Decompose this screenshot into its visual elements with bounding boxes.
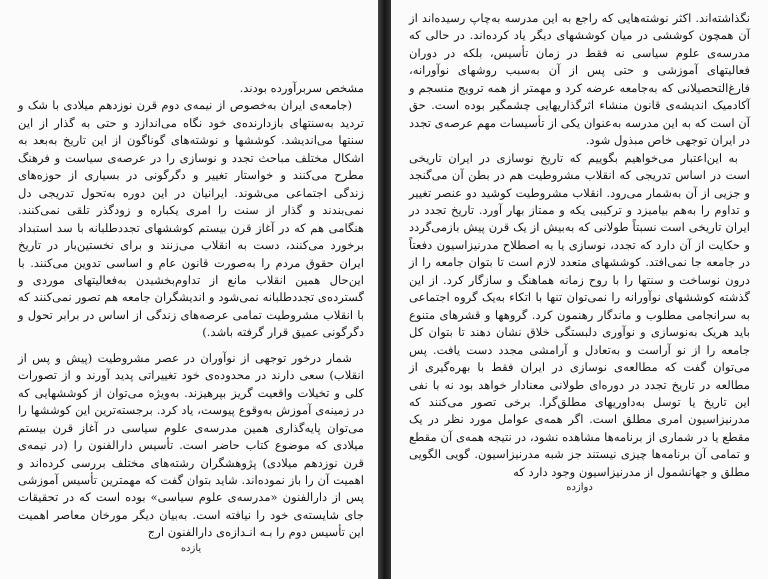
paragraph: به این‌اعتبار می‌خواهیم بگوییم که تاریخ نوسازی در ایران تاریخی است در اساس تدریجی که انقلاب مشروطیت هم در بطن آن می‌گنجد و جزیی از آن به‌شمار می‌رود. انقلاب مشروطیت کوشید دو عنصر تغییر و تداوم را به‌هم بیامیزد و ترکیبی یکه و ممتاز بهار آورد. تاریخ تجدد در ایران تاریخی است نسبتاً طولانی که به‌بیش از یک قرن پیش بازمی‌گردد و حکایت از آن دارد که تجدد، نوسازی یا به اصطلاح مدرنیزاسیون دفعتاً در جامعه جا نمی‌افتد. کوششهای متعدد لازم است تا بتوان جامعه را از درون نوساخت و سنتها را با روح زمانه هماهنگ و سازگار کرد. از این گذشته کوششهای نوآورانه را نمی‌توان تنها با اتکاء به‌یک گروه اجتماعی به سرانجامی مطلوب و ماندگار رهنمون کرد. گروهها و قشرهای متنوع باید هریک به‌نوسازی و نوآوری دلبستگی خلاق نشان دهند تا بتوان کل جامعه را از نو آراست و به‌تعادل و آرامشی مجدد دست یافت. پس می‌توان گفت که مطالعه‌ی نوسازی در ایران فقط با بهره‌گیری از مطالعه در تاریخ تجدد در دوره‌ای طولانی معنادار خواهد بود نه با نفی این تاریخ یا توسل به‌داوریهای مطلق‌گرا. برخی تصور می‌کنند که مدرنیزاسیون امری مطلق است. اگر همه‌ی عوامل مورد نظر در یک مقطع یا در شماری از برنامه‌ها مشاهده نشود، در نتیجه همه‌ی آن مقطع و تمامی آن برنامه‌ها چیزی نیستند جز شبه مدرنیزاسیون. گویی الگویی مطلق و جهانشمول از مدرنیزاسیون وجود دارد که — [409, 150, 750, 479]
page-number: دوازده — [566, 482, 593, 494]
right-page-text — [409, 10, 750, 481]
paragraph: (جامعه‌ی ایران به‌خصوص از نیمه‌ی دوم قرن نوزدهم میلادی با شک و تردید به‌سنتهای بازدارنده‌ی خود نگاه می‌اندازد و حتی به گذار از این سنتها می‌اندیشد. کوششها و نوشته‌های گوناگون از این تاریخ به‌بعد به اشکال مختلف مباحث تجدد و نوسازی را در عرصه‌ی سیاست و فرهنگ مطرح می‌کنند و خواستار تغییر و دگرگونی در بسیاری از حوزه‌های زندگی اجتماعی می‌شوند. ایرانیان در این دوره به‌تحول تدریجی دل نمی‌بندند و گذار از سنت را امری یکباره و زودگذر تلقی نمی‌کنند. هنگامی هم که در آغاز قرن بیستم کوششهای تجددطلبانه با سد استبداد برخورد می‌کنند، دست به انقلاب می‌زنند و برای نخستین‌بار در تاریخ ایران حقوق مردم را به‌صورت قانون عام و اساسی تدوین می‌کنند. با این‌حال همین انقلاب مانع از تداوم‌بخشیدن به‌فعالیتهای موردی و گسترده‌ی تجددطلبانه نمی‌شود و اندیشگران جامعه هم تصور نمی‌کنند که با انقلاب مشروطیت تمامی عرصه‌های زندگی از اساس در برابر تحول و دگرگونی عمیق قرار گرفته باشد.) — [18, 98, 364, 340]
paragraph: مشخص سربرآورده بودند. — [239, 81, 364, 95]
book-gutter — [378, 0, 391, 579]
paragraph: نگذاشته‌اند. اکثر نوشته‌هایی که راجع به این مدرسه به‌چاپ رسیده‌اند از آن همچون کوششی در میان کوششهای دیگر یاد کرده‌اند. در حالی که مدرسه‌ی علوم سیاسی نه فقط در زمان تأسیس، بلکه در دوران فعالیتهای آموزشی و حتی پس از آن به‌سبب روشهای نوآورانه، فارغ‌التحصیلانی که به‌جامعه عرضه کرد و مهمتر از همه ترویج منسجم و آکادمیک اندیشه‌ی قانون منشاء اثرگذاریهایی چشمگیر بوده است. حق آن است که به این مدرسه به‌عنوان یکی از تأسیسات مهم عرصه‌ی تجدد در ایران توجهی خاص مبذول شود. — [409, 11, 750, 148]
left-page — [0, 0, 378, 579]
right-page — [391, 0, 768, 579]
paragraph: شمار درخور توجهی از نوآوران در عصر مشروطیت (پیش و پس از انقلاب) سعی دارند در محدوده‌ی خود تغییراتی پدید آورند و از تصورات کلی و تخیلات واقعیت گریز بپرهیزند. به‌ویژه می‌توان از کوششهایی که در زمینه‌ی آموزش به‌وقوع پیوست، یاد کرد. برجسته‌ترین این کوششها را می‌توان پایه‌گذاری همین مدرسه‌ی علوم سیاسی در آغاز قرن بیستم میلادی که موضوع کتاب حاضر است. تأسیس دارالفنون را (در نیمه‌ی قرن نوزدهم میلادی) پژوهشگران رشته‌های مختلف بررسی کرده‌اند و اهمیت آن را باز نموده‌اند. شاید بتوان گفت که مهمترین تأسیس آموزشی پس از دارالفنون «مدرسه‌ی علوم سیاسی» بوده است که در تحقیقات جای شایسته‌ی خود را نیافته است. به‌بیان دیگر مورخان معاصر اهمیت این تأسیس دوم را بـه انـدازه‌ی دارالفنون ارج — [18, 350, 364, 540]
page-number: یازده — [180, 542, 202, 554]
left-page-text — [18, 80, 364, 542]
